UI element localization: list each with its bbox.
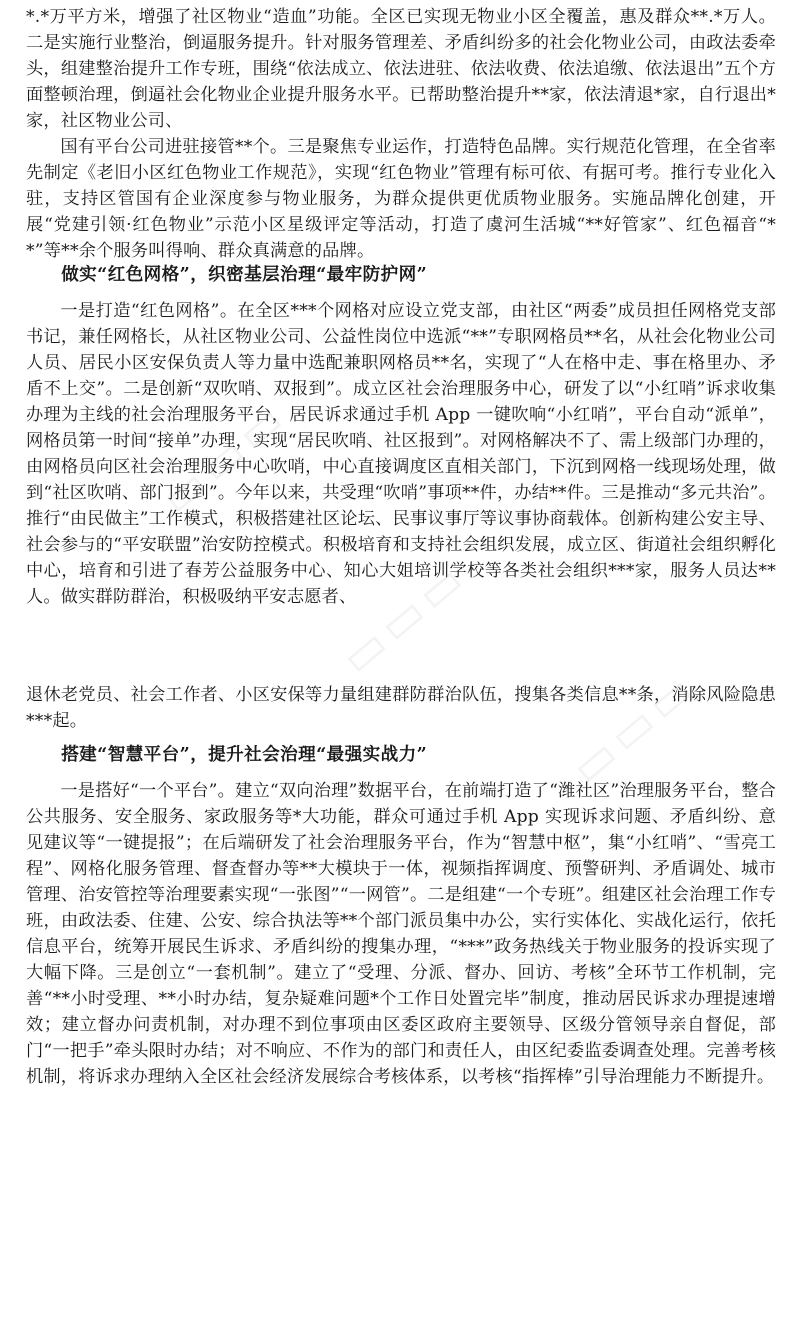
- document-page-1: [0, 0, 800, 640]
- paragraph-red-grid: 一是打造“红色网格”。在全区***个网格对应设立党支部，由社区“两委”成员担任网格党支部书记，兼任网格长，从社区物业公司、公益性岗位中选派“**”专职网格员**名，从社会化物业公司人员、居民小区安保负责人等力量中选配兼职网格员**名，实现了“人在格中走、事在格里办、矛盾不上交”。二是创新“双吹哨、双报到”。成立区社会治理服务中心，研发了以“小红哨”诉求收集办理为主线的社会治理服务平台，居民诉求通过手机 App 一键吹响“小红哨”，平台自动“派单”，网格员第一时间“接单”办理，实现“居民吹哨、社区报到”。对网格解决不了、需上级部门办理的，由网格员向区社会治理服务中心吹哨，中心直接调度区直相关部门，下沉到网格一线现场处理，做到“社区吹哨、部门报到”。今年以来，共受理“吹哨”事项**件，办结**件。三是推动“多元共治”。推行“由民做主”工作模式，积极搭建社区论坛、民事议事厅等议事协商载体。创新构建公安主导、社会参与的“平安联盟”治安防控模式。积极培育和支持社会组织发展，成立区、街道社会组织孵化中心，培育和引进了春芳公益服务中心、知心大姐培训学校等各类社会组织***家，服务人员达**人。做实群防群治，积极吸纳平安志愿者、: [26, 301, 776, 607]
- watermark-shape: ▭▭▭: [150, 388, 299, 526]
- paragraph-continuation: 退休老党员、社会工作者、小区安保等力量组建群防群治队伍，搜集各类信息**条，消除风险隐患***起。: [26, 685, 776, 731]
- paragraph-smart-platform: 一是搭好“一个平台”。建立“双向治理”数据平台，在前端打造了“潍社区”治理服务平台，整合公共服务、安全服务、家政服务等*大功能，群众可通过手机 App 实现诉求问题、矛盾纠纷、意见建议等“一键提报”；在后端研发了社会治理服务平台，作为“智慧中枢”，集“小红哨”、“雪亮工程”、网格化服务管理、督查督办等**大模块于一体，视频指挥调度、预警研判、矛盾调处、城市管理、治安管控等治理要素实现“一张图”“一网管”。二是组建“一个专班”。组建区社会治理工作专班，由政法委、住建、公安、综合执法等**个部门派员集中办公，实行实体化、实战化运行，依托信息平台，统筹开展民生诉求、矛盾纠纷的搜集办理，“***”政务热线关于物业服务的投诉实现了大幅下降。三是创立“一套机制”。建立了“受理、分派、督办、回访、考核”全环节工作机制，完善“**小时受理、**小时办结，复杂疑难问题*个工作日处置完毕”制度，推动居民诉求办理提速增效；建立督办问责机制，对办理不到位事项由区委区政府主要领导、区级分管领导亲自督促，部门“一把手”牵头限时办结；对不响应、不作为的部门和责任人，由区纪委监委调查处理。完善考核机制，将诉求办理纳入全区社会经济发展综合考核体系，以考核“指挥棒”引导治理能力不断提升。: [26, 781, 776, 1087]
- paragraph-property-state-owned: 国有平台公司进驻接管**个。三是聚焦专业运作，打造特色品牌。实行规范化管理，在全省率先制定《老旧小区红色物业工作规范》，实现“红色物业”管理有标可依、有据可考。推行专业化入驻，支持区管国有企业深度参与物业服务，为群众提供更优质物业服务。实施品牌化创建，开展“党建引领·红色物业”示范小区星级评定等活动，打造了虞河生活城“**好管家”、红色福音“**”等**余个服务叫得响、群众真满意的品牌。: [26, 137, 776, 261]
- document-page-2: [0, 660, 800, 1326]
- watermark-shape: ▭▭▭: [330, 548, 479, 686]
- section-heading-red-grid: 做实“红色网格”，织密基层治理“最牢防护网”: [61, 264, 428, 285]
- watermark-shape: ▭▭▭: [560, 658, 709, 796]
- section-heading-smart-platform: 搭建“智慧平台”，提升社会治理“最强实战力”: [61, 744, 428, 765]
- paragraph-continuation: *.*万平方米，增强了社区物业“造血”功能。全区已实现无物业小区全覆盖，惠及群众**.*万人。二是实施行业整治，倒逼服务提升。针对服务管理差、矛盾纠纷多的社会化物业公司，由政法委牵头，组建整治提升工作专班，围绕“依法成立、依法进驻、依法收费、依法追缴、依法退出”五个方面整顿治理，倒逼社会化物业企业提升服务水平。已帮助整治提升**家，依法清退*家，自行退出*家，社区物业公司、: [26, 7, 776, 131]
